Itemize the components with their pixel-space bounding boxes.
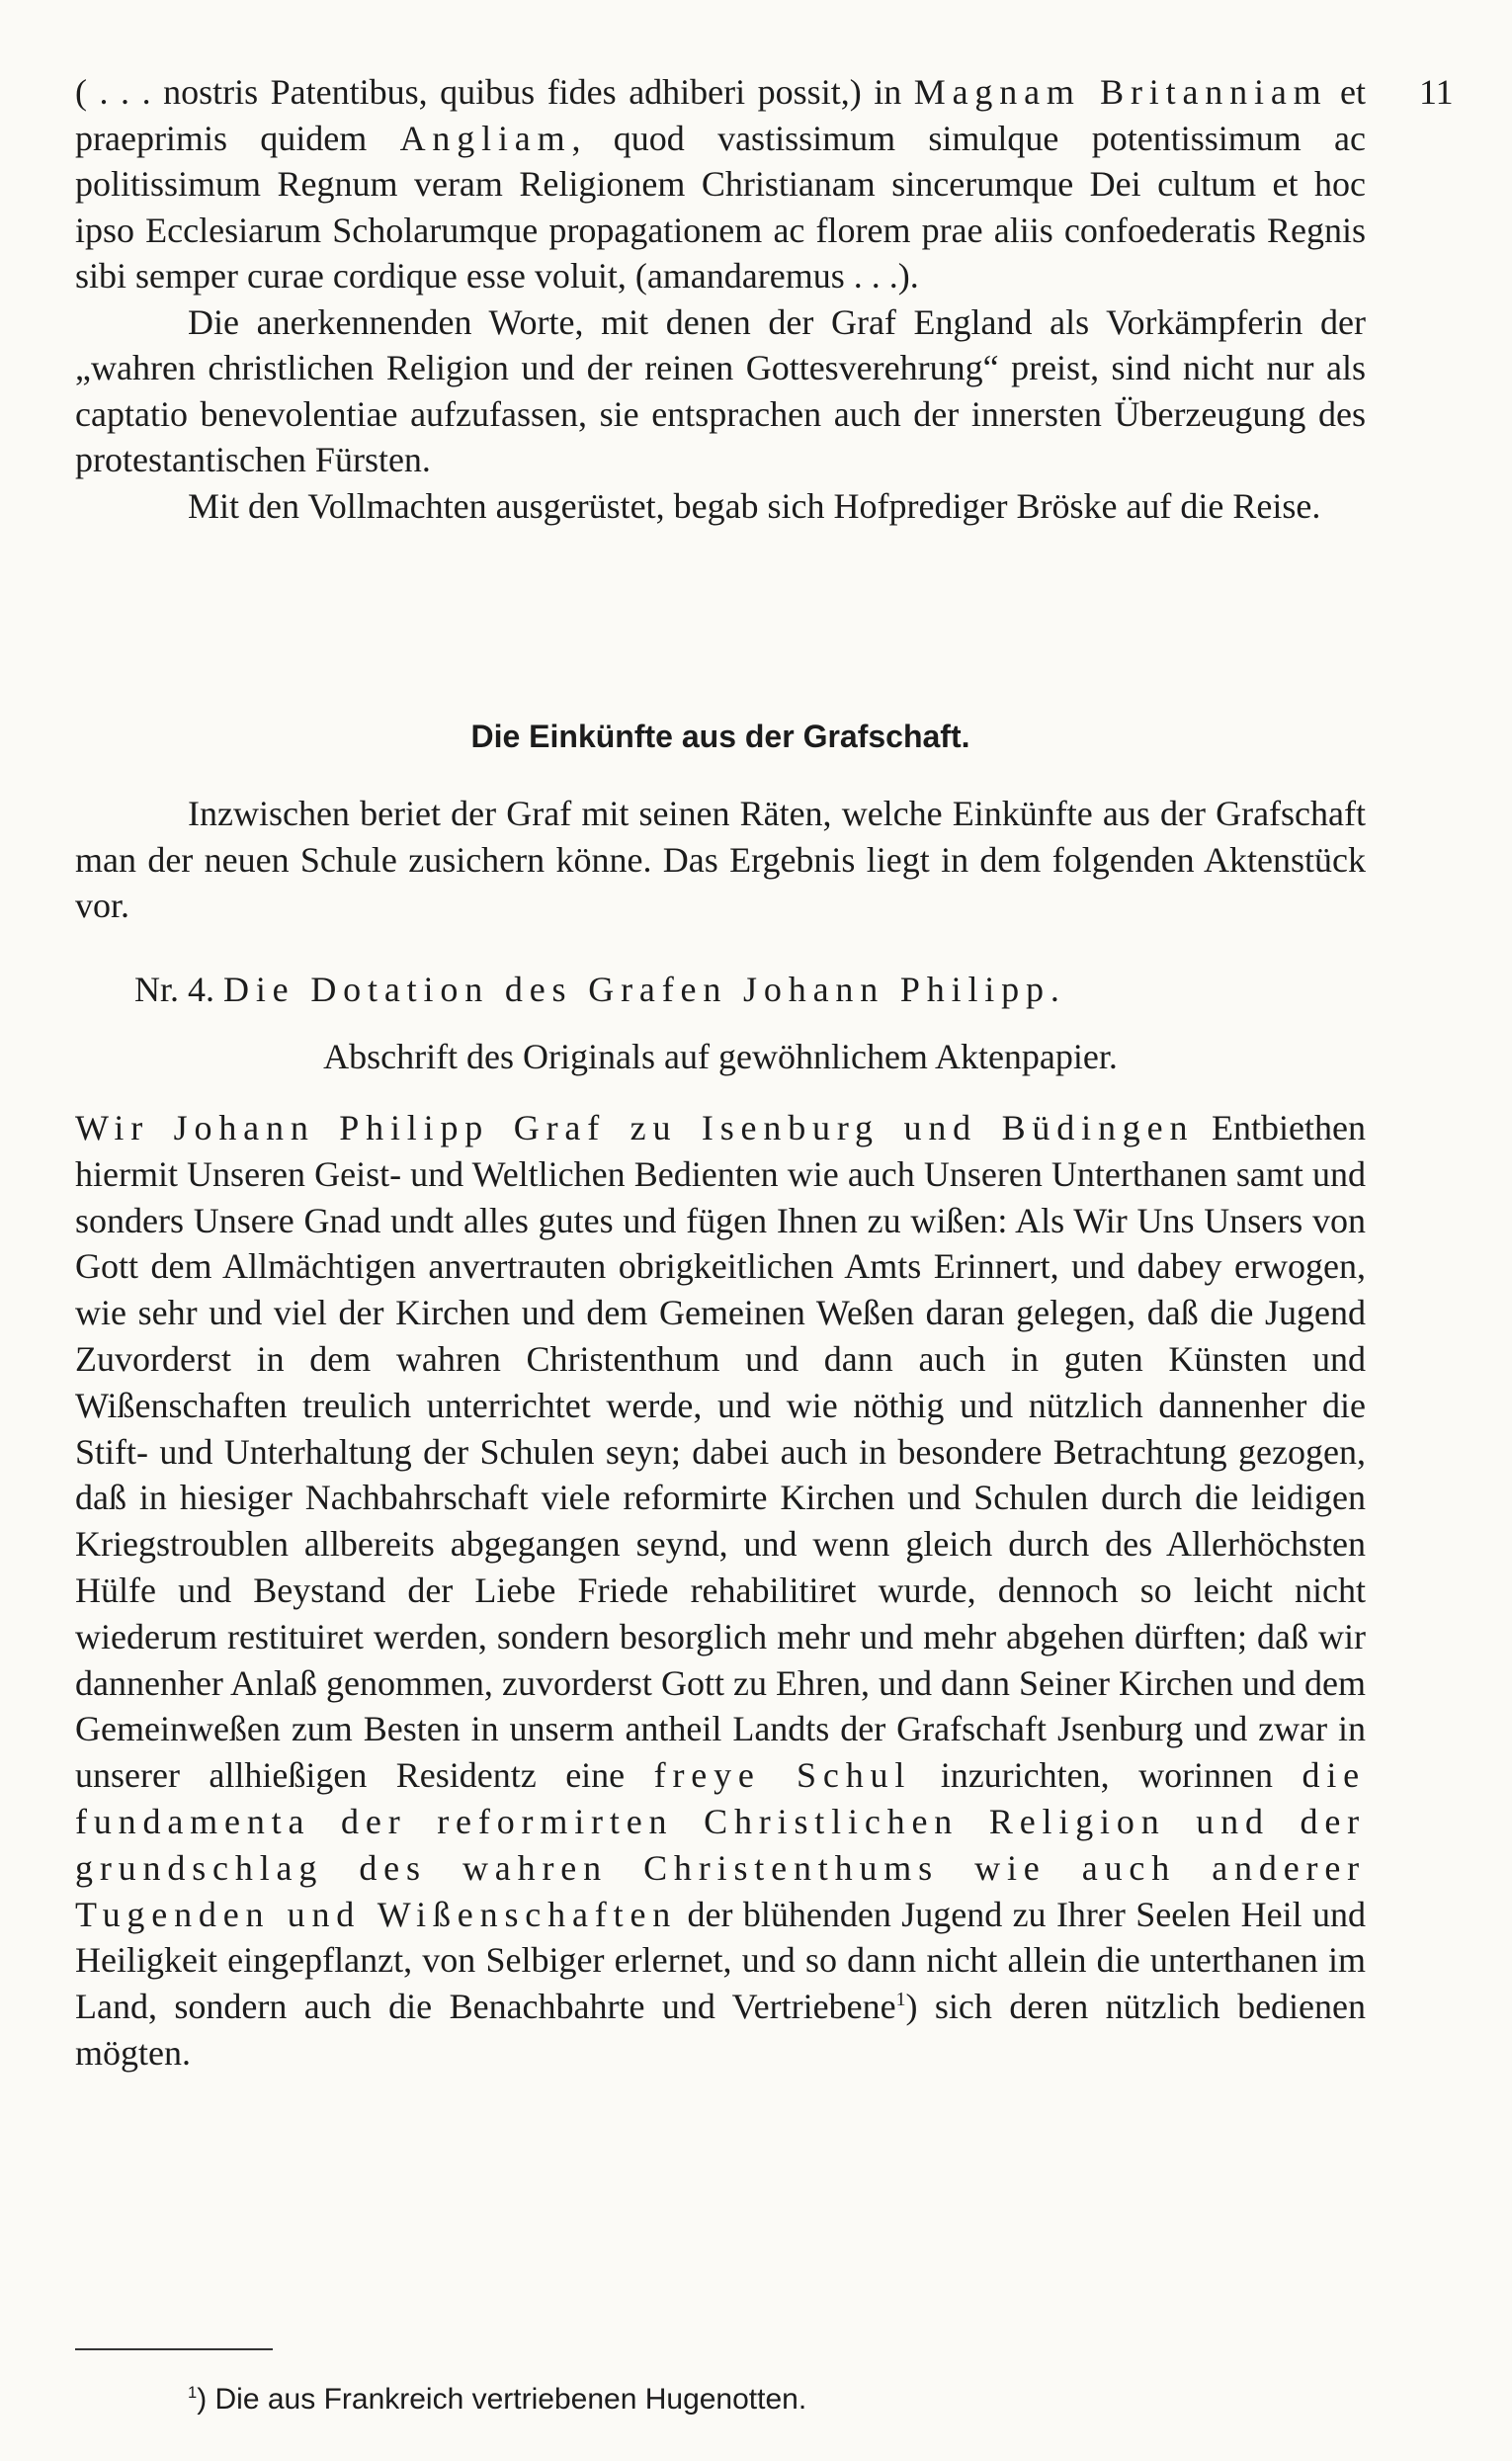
footnote-mark: 1	[188, 2384, 198, 2402]
decree-part: inzurichten, worinnen	[940, 1755, 1274, 1796]
quote-part: , quod vastissimum simulque potentissimum ac politissimum Regnum veram Religionem Christianam sincerumque Dei cultum et hoc ipso Ecclesiarum Scholarumque propagationem ac florem prae aliis confoederatis Regnis sibi semper curae cordique esse voluit, (amandaremus . . .).	[75, 118, 1367, 296]
decree-paragraph	[75, 1105, 1366, 2077]
decree-spaced-fundamenta: die fundamenta der reformirten Christlichen Religion und der grundschlag des wahren Christenthums wie auch anderer Tugenden und Wißenschaften	[75, 1755, 1366, 1934]
quote-spaced-britannia: Magnam Britanniam	[913, 72, 1328, 112]
page-number: 11	[1419, 72, 1454, 112]
quote-part: et praeprimis quidem	[75, 72, 1367, 158]
quote-spaced-anglia: Angliam	[399, 118, 572, 158]
document-number: Nr. 4.	[134, 970, 214, 1009]
text-block-income	[75, 791, 1366, 929]
section-heading: Die Einkünfte aus der Grafschaft.	[470, 719, 970, 754]
footnote-text: ) Die aus Frankreich vertriebenen Hugenotten.	[197, 2383, 807, 2416]
decree-text	[75, 1105, 1366, 2077]
paragraph-recognition: Die anerkennenden Worte, mit denen der Graf England als Vorkämpferin der „wahren christlichen Religion und der reinen Gottesverehrung“ preist, sind nicht nur als captatio benevolentiae aufzufassen, sie entsprachen auch der innersten Überzeugung des protestantischen Fürsten.	[75, 301, 1366, 479]
decree-part: der blühenden Jugend zu Ihrer Seelen Heil und Heiligkeit eingepflanzt, von Selbiger erlernet, und so dann nicht allein die unterthanen im Land, sondern auch die Benachbahrte und Vertriebene	[75, 1894, 1366, 2027]
decree-part: ) sich deren nützlich bedienen mögten.	[75, 1987, 1367, 2073]
paragraph-income: Inzwischen beriet der Graf mit seinen Räten, welche Einkünfte aus der Grafschaft man der neuen Schule zusichern könne. Das Ergebnis liegt in dem folgenden Aktenstück vor.	[75, 794, 1366, 925]
footnote	[188, 2380, 1275, 2419]
decree-spaced-school: freye Schul	[653, 1755, 912, 1796]
document-note: Abschrift des Originals auf gewöhnlichem Aktenpapier.	[323, 1037, 1118, 1076]
decree-part: Entbiethen hiermit Unseren Geist- und Weltlichen Bedienten wie auch Unseren Unterthanen samt und sonders Unsere Gnad undt alles gutes und fügen Ihnen zu wißen: Als Wir Uns Unsers von Gott dem Allmächtigen anvertrauten obrigkeitlichen Amts Erinnert, und dabey erwogen, wie sehr und viel der Kirchen und dem Gemeinen Weßen daran gelegen, daß die Jugend Zuvorderst in dem wahren Christenthum und dann auch in guten Künsten und Wißenschaften treulich unterrichtet werde, und wie nöthig und nützlich dannenher die Stift- und Unterhaltung der Schulen seyn; dabei auch in besondere Betrachtung gezogen, daß in hiesiger Nachbahrschaft viele reformirte Kirchen und Schulen durch die leidigen Kriegstroublen allbereits abgegangen seynd, und wenn gleich durch des Allerhöchsten Hülfe und Beystand der Liebe Friede rehabilitiret wurde, dennoch so leicht nicht wiederum restituiret werden, sondern besorglich mehr und mehr abgehen dürften; daß wir dannenher Anlaß genommen, zuvorderst Gott zu Ehren, und dann Seiner Kirchen und dem Gemeinweßen zum Besten in unserm antheil Landts der Grafschaft Jsenburg und zwar in unserer allhießigen Residentz eine	[75, 1108, 1366, 1796]
latin-quote	[75, 69, 1366, 299]
decree-spaced-name: Wir Johann Philipp Graf zu Isenburg und Büdingen	[75, 1108, 1195, 1147]
text-block-intro	[75, 69, 1366, 529]
quote-part: ( . . . nostris Patentibus, quibus fides adhiberi possit,) in	[75, 72, 902, 112]
document-title: Die Dotation des Grafen Johann Philipp.	[223, 970, 1066, 1009]
paragraph-journey: Mit den Vollmachten ausgerüstet, begab sich Hofprediger Bröske auf die Reise.	[188, 485, 1321, 526]
footnote-divider	[75, 2348, 273, 2350]
footnote-reference: 1	[895, 1989, 906, 2011]
document-heading	[134, 967, 1366, 1012]
